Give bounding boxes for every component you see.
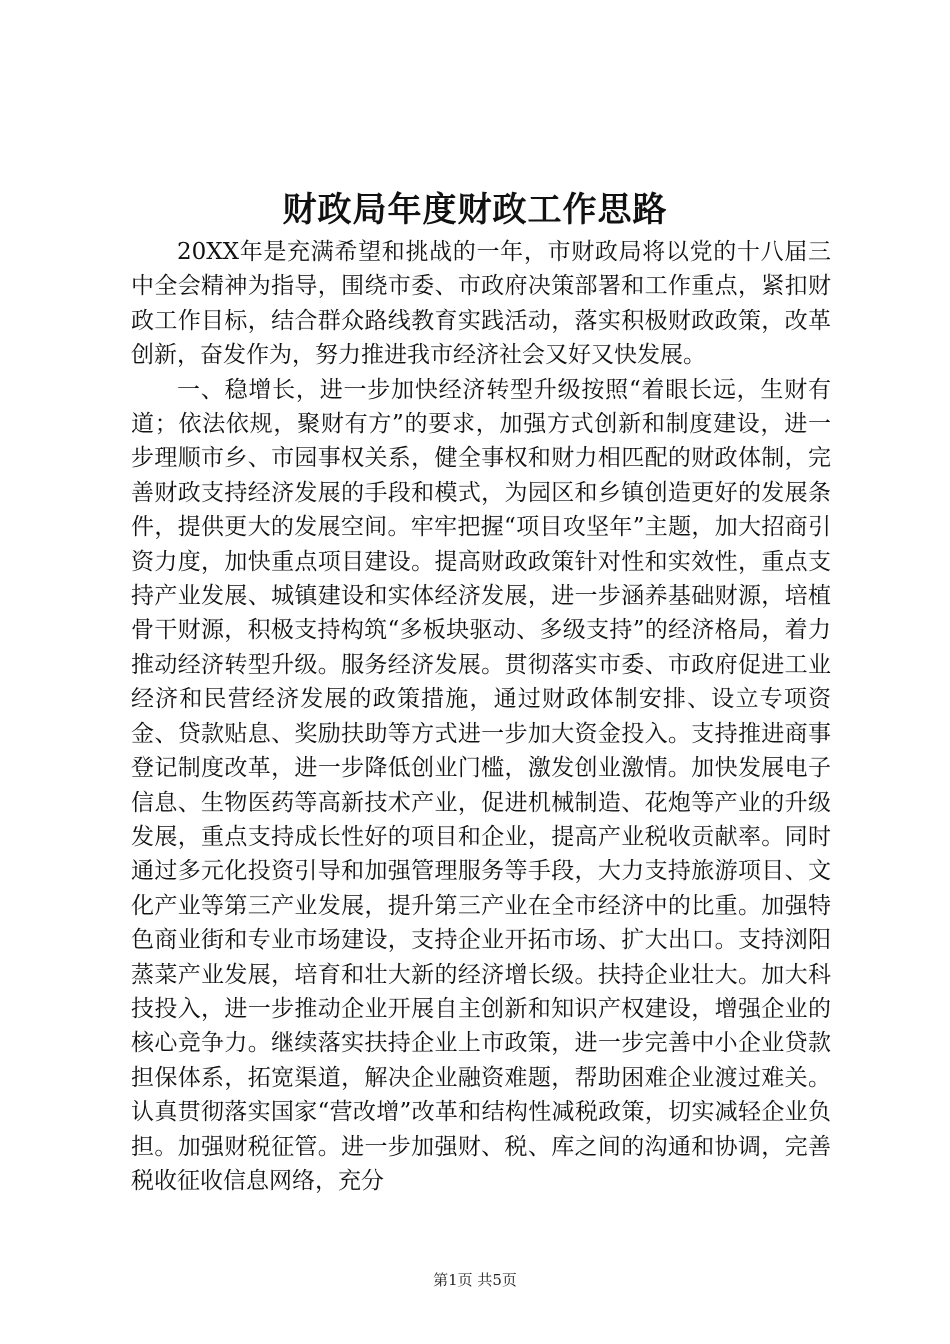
document-body (131, 235, 831, 1198)
page-footer: 第1页 共5页 (433, 1271, 517, 1289)
document-title: 财政局年度财政工作思路 (282, 190, 668, 230)
paragraph-section-one: 一、稳增长，进一步加快经济转型升级按照“着眼长远，生财有道；依法依规，聚财有方”的要求，加强方式创新和制度建设，进一步理顺市乡、市园事权关系，健全事权和财力相匹配的财政体制，完善财政支持经济发展的手段和模式，为园区和乡镇创造更好的发展条件，提供更大的发展空间。牢牢把握“项目攻坚年”主题，加大招商引资力度，加快重点项目建设。提高财政政策针对性和实效性，重点支持产业发展、城镇建设和实体经济发展，进一步涵养基础财源，培植骨干财源，积极支持构筑“多板块驱动、多级支持”的经济格局，着力推动经济转型升级。服务经济发展。贯彻落实市委、市政府促进工业经济和民营经济发展的政策措施，通过财政体制安排、设立专项资金、贷款贴息、奖励扶助等方式进一步加大资金投入。支持推进商事登记制度改革，进一步降低创业门槛，激发创业激情。加快发展电子信息、生物医药等高新技术产业，促进机械制造、花炮等产业的升级发展，重点支持成长性好的项目和企业，提高产业税收贡献率。同时通过多元化投资引导和加强管理服务等手段，大力支持旅游项目、文化产业等第三产业发展，提升第三产业在全市经济中的比重。加强特色商业街和专业市场建设，支持企业开拓市场、扩大出口。支持浏阳蒸菜产业发展，培育和壮大新的经济增长级。扶持企业壮大。加大科技投入，进一步推动企业开展自主创新和知识产权建设，增强企业的核心竞争力。继续落实扶持企业上市政策，进一步完善中小企业贷款担保体系，拓宽渠道，解决企业融资难题，帮助困难企业渡过难关。认真贯彻落实国家“营改增”改革和结构性减税政策，切实减轻企业负担。加强财税征管。进一步加强财、税、库之间的沟通和协调，完善税收征收信息网络，充分 (131, 376, 831, 1194)
paragraph-intro: 20XX年是充满希望和挑战的一年，市财政局将以党的十八届三中全会精神为指导，围绕市委、市政府决策部署和工作重点，紧扣财政工作目标，结合群众路线教育实践活动，落实积极财政政策，改革创新，奋发作为，努力推进我市经济社会又好又快发展。 (131, 239, 831, 369)
